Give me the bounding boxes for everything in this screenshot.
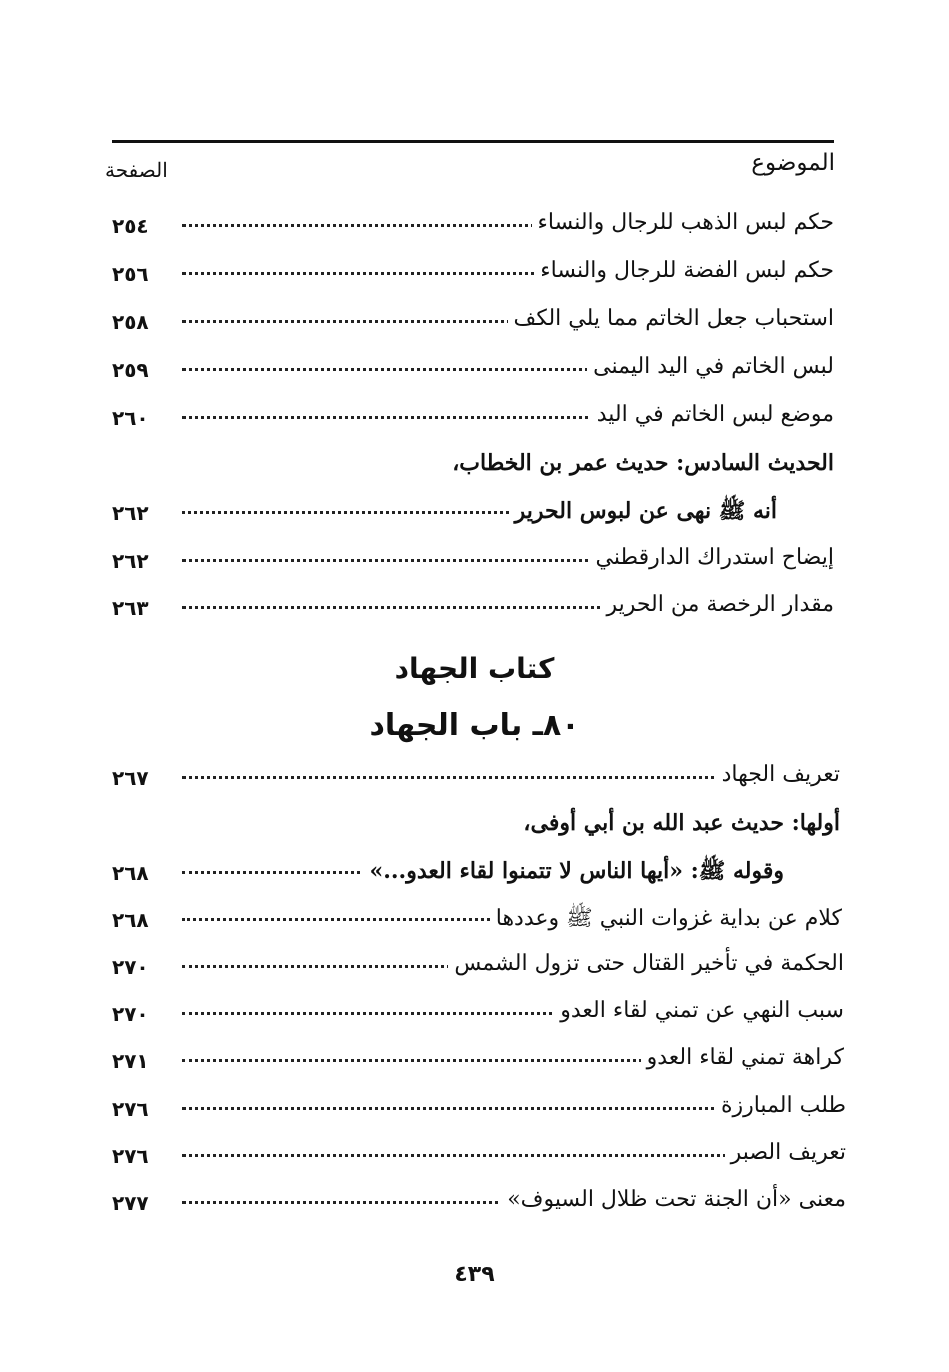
entry-page: ٢٦٨	[112, 861, 149, 885]
toc-section-entry	[112, 450, 834, 490]
toc-entry	[112, 1187, 846, 1227]
toc-entry	[112, 904, 842, 944]
toc-entry	[112, 306, 834, 346]
chapter-title: ٨٠ـ باب الجهاد	[369, 708, 580, 743]
entry-page: ٢٧٧	[112, 1191, 149, 1215]
entry-page: ٢٧٠	[112, 1002, 149, 1026]
entry-title: الحديث السادس: حديث عمر بن الخطاب،	[446, 450, 834, 476]
entry-title: لبس الخاتم في اليد اليمنى	[587, 354, 834, 379]
entry-title: تعريف الصبر	[725, 1140, 846, 1165]
toc-entry	[112, 497, 777, 537]
entry-title: حكم لبس الذهب للرجال والنساء	[532, 210, 834, 235]
entry-page: ٢٧٦	[112, 1144, 149, 1168]
entry-title: سبب النهي عن تمني لقاء العدو	[554, 998, 844, 1023]
entry-title: إيضاح استدراك الدارقطني	[590, 545, 834, 570]
toc-entry	[112, 857, 784, 897]
entry-title: أولها: حديث عبد الله بن أبي أوفى،	[517, 810, 840, 836]
entry-title: مقدار الرخصة من الحرير	[600, 592, 834, 617]
toc-entry	[112, 1045, 844, 1085]
entry-title: كلام عن بداية غزوات النبي ﷺ وعددها	[490, 904, 842, 936]
entry-page: ٢٦٣	[112, 596, 149, 620]
book-title: كتاب الجهاد	[394, 652, 555, 685]
toc-entry	[112, 1140, 846, 1180]
toc-entry	[112, 258, 834, 298]
toc-entry	[112, 210, 834, 250]
entry-title: استحباب جعل الخاتم مما يلي الكف	[508, 306, 834, 331]
toc-entry	[112, 998, 844, 1038]
header-rule	[112, 140, 834, 143]
entry-title: وقوله ﷺ: «أيها الناس لا تتمنوا لقاء العدو...»	[363, 857, 784, 889]
entry-title: كراهة تمني لقاء العدو	[641, 1045, 844, 1070]
toc-entry	[112, 1093, 846, 1133]
toc-entry	[112, 402, 834, 442]
entry-title: الحكمة في تأخير القتال حتى تزول الشمس	[448, 951, 844, 976]
entry-page: ٢٥٩	[112, 358, 149, 382]
toc-entry	[112, 951, 844, 991]
entry-page: ٢٦٧	[112, 766, 149, 790]
entry-page: ٢٦٢	[112, 549, 149, 573]
entry-title: معنى «أن الجنة تحت ظلال السيوف»	[501, 1187, 846, 1212]
entry-title: أنه ﷺ نهى عن لبوس الحرير	[509, 497, 777, 529]
entry-page: ٢٧٠	[112, 955, 149, 979]
entry-title: تعريف الجهاد	[716, 762, 840, 787]
entry-page: ٢٥٦	[112, 262, 149, 286]
toc-section-entry	[112, 810, 840, 850]
entry-page: ٢٦٠	[112, 406, 149, 430]
page-number: ٤٣٩	[454, 1262, 495, 1287]
entry-page: ٢٦٨	[112, 908, 149, 932]
entry-page: ٢٥٤	[112, 214, 149, 238]
entry-page: ٢٥٨	[112, 310, 149, 334]
entry-page: ٢٧١	[112, 1049, 149, 1073]
topic-column-label: الموضوع	[751, 150, 835, 176]
entry-page: ٢٦٢	[112, 501, 149, 525]
page-column-label: الصفحة	[105, 158, 168, 182]
toc-entry	[112, 592, 834, 632]
entry-page: ٢٧٦	[112, 1097, 149, 1121]
entry-title: طلب المبارزة	[715, 1093, 846, 1118]
toc-entry	[112, 545, 834, 585]
toc-header	[105, 150, 835, 190]
entry-title: موضع لبس الخاتم في اليد	[591, 402, 834, 427]
entry-title: حكم لبس الفضة للرجال والنساء	[534, 258, 834, 283]
toc-entry	[112, 354, 834, 394]
toc-entry	[112, 762, 840, 802]
